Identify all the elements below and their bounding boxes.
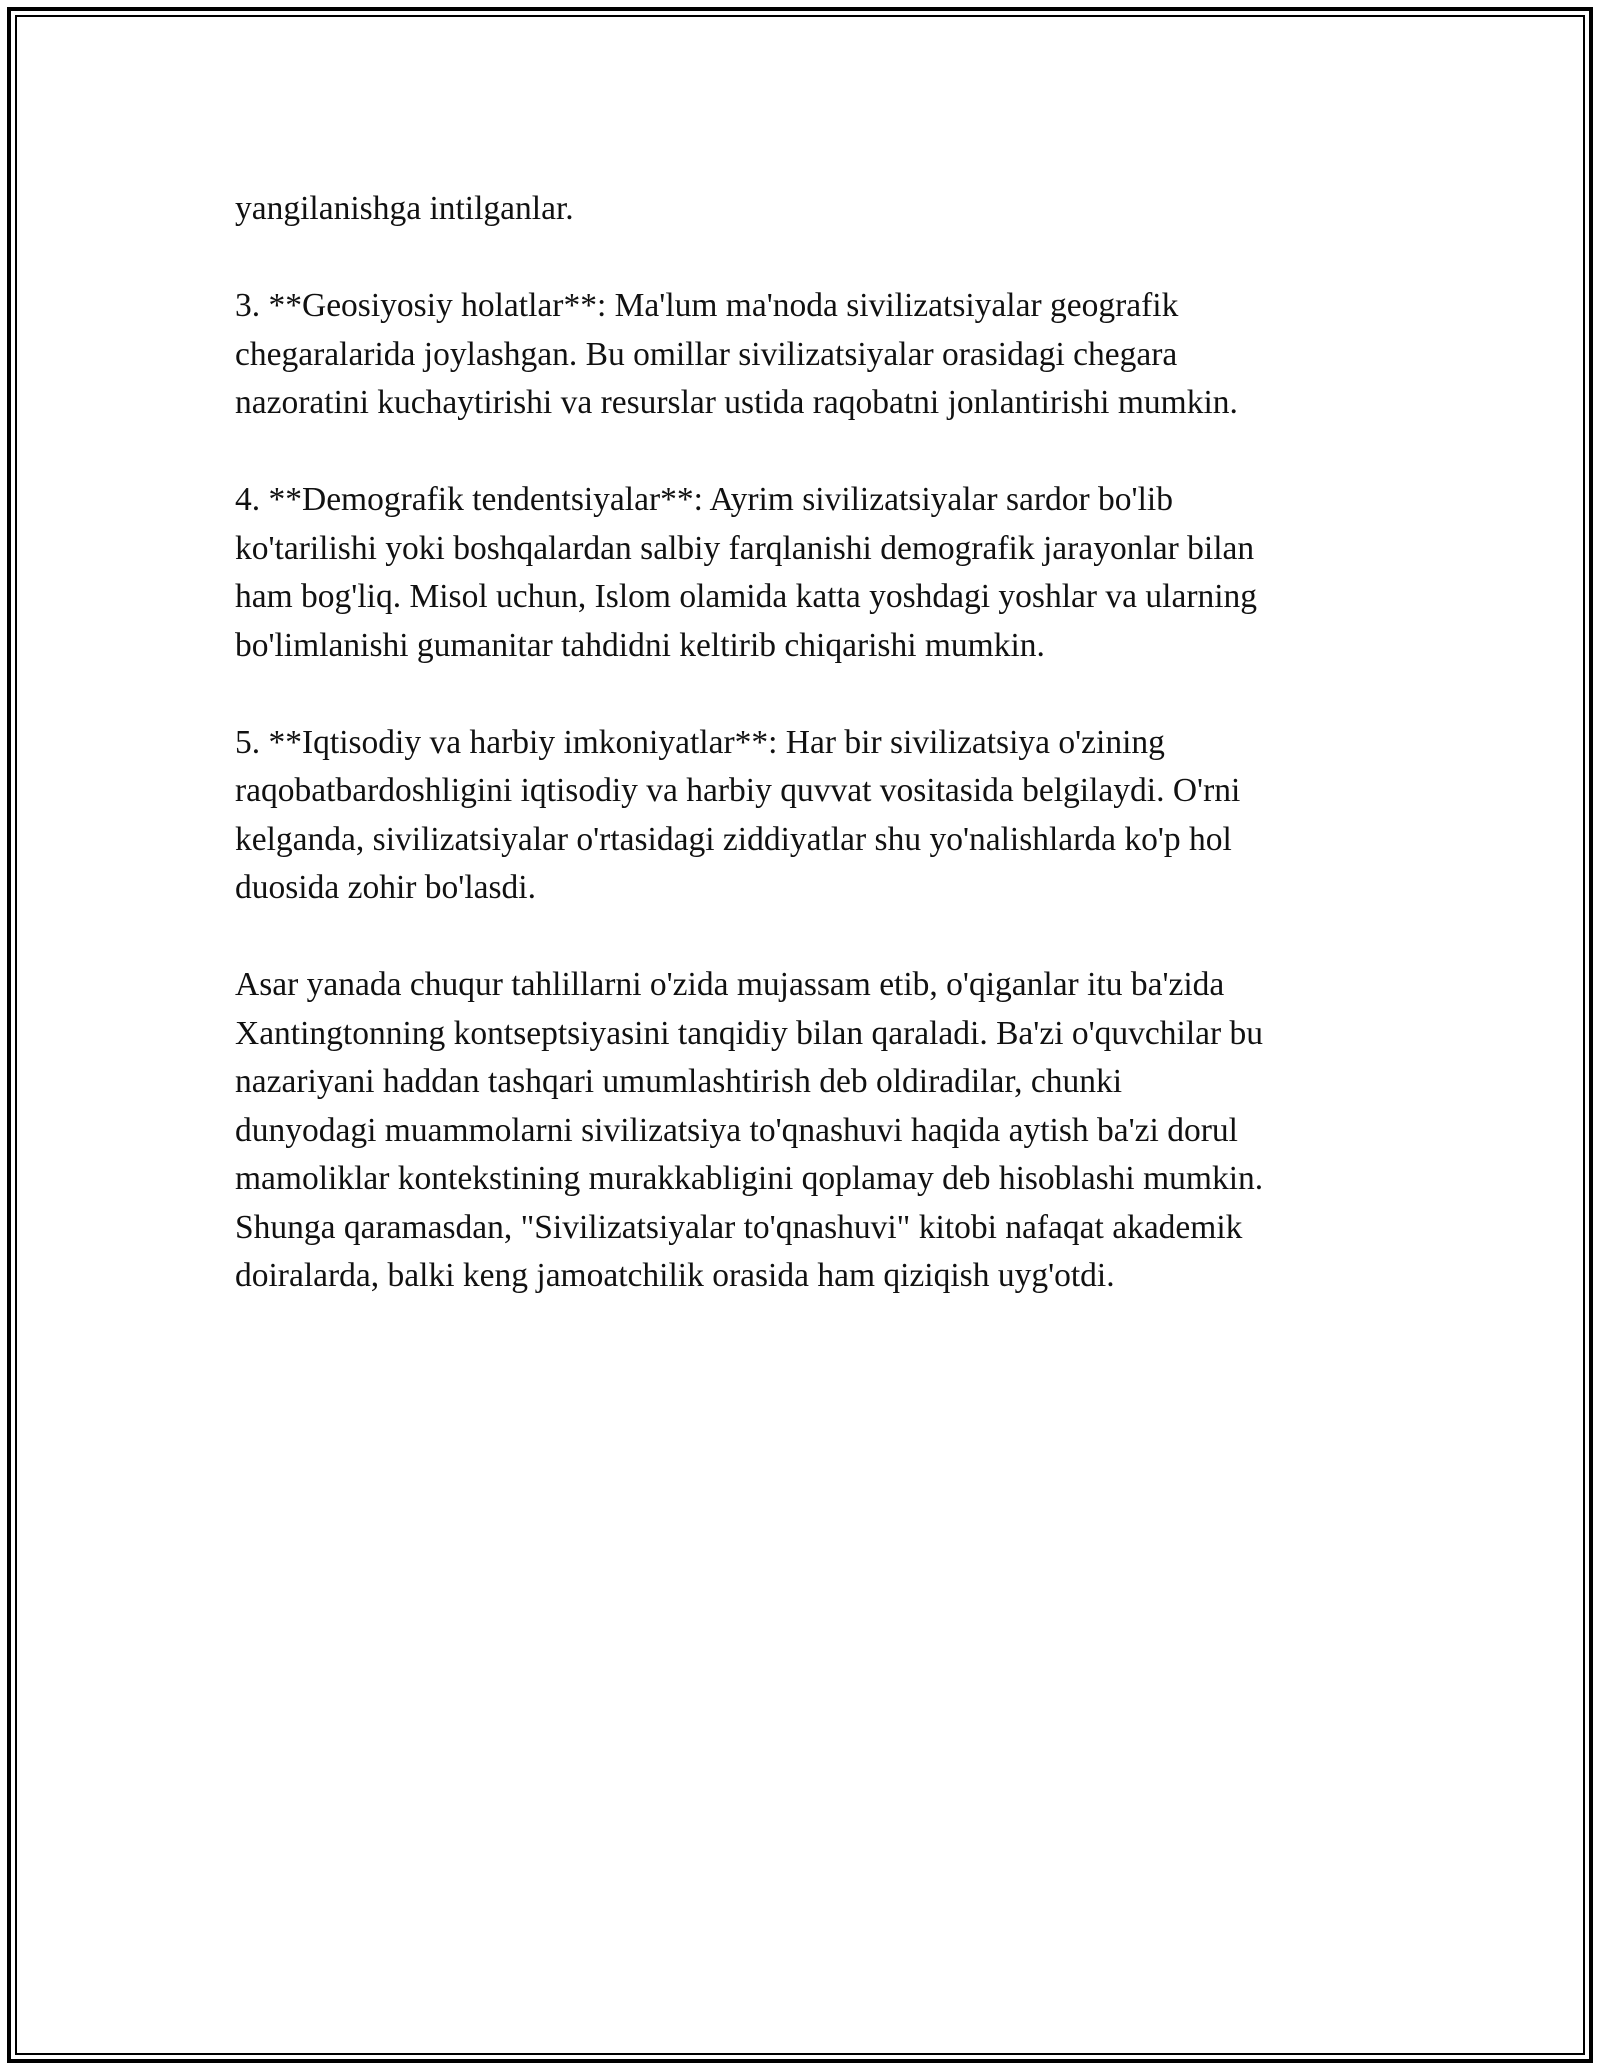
- paragraph-critique: Asar yanada chuqur tahlillarni o'zida mujassam etib, o'qiganlar itu ba'zida Xantingtonning kontseptsiyasini tanqidiy bilan qaraladi. Ba'zi o'quvchilar bu nazariyani haddan tashqari umumlashtirish deb oldiradilar, chunki dunyodagi muammolarni sivilizatsiya to'qnashuvi haqida aytish ba'zi dorul mamoliklar kontekstining murakkabligini qoplamay deb hisoblashi mumkin. Shunga qaramasdan, "Sivilizatsiyalar to'qnashuvi" kitobi nafaqat akademik doiralarda, balki keng jamoatchilik orasida ham qiziqish uyg'otdi.: [235, 966, 1264, 1294]
- paragraph-continuation: yangilanishga intilganlar.: [235, 190, 574, 227]
- paragraph-geopolitical: 3. **Geosiyosiy holatlar**: Ma'lum ma'noda sivilizatsiyalar geografik chegaralarida joylashgan. Bu omillar sivilizatsiyalar orasidagi chegara nazoratini kuchaytirishi va resurslar ustida raqobatni jonlantirishi mumkin.: [235, 287, 1238, 421]
- document-body: [235, 185, 1370, 1349]
- paragraph-economic-military: 5. **Iqtisodiy va harbiy imkoniyatlar**: Har bir sivilizatsiya o'zining raqobatbardoshligini iqtisodiy va harbiy quvvat vositasida belgilaydi. O'rni kelganda, sivilizatsiyalar o'rtasidagi ziddiyatlar shu yo'nalishlarda ko'p hol duosida zohir bo'lasdi.: [235, 723, 1241, 906]
- paragraph-demographic: 4. **Demografik tendentsiyalar**: Ayrim sivilizatsiyalar sardor bo'lib ko'tarilishi yoki boshqalardan salbiy farqlanishi demografik jarayonlar bilan ham bog'liq. Misol uchun, Islom olamida katta yoshdagi yoshlar va ularning bo'limlanishi gumanitar tahdidni keltirib chiqarishi mumkin.: [235, 481, 1258, 664]
